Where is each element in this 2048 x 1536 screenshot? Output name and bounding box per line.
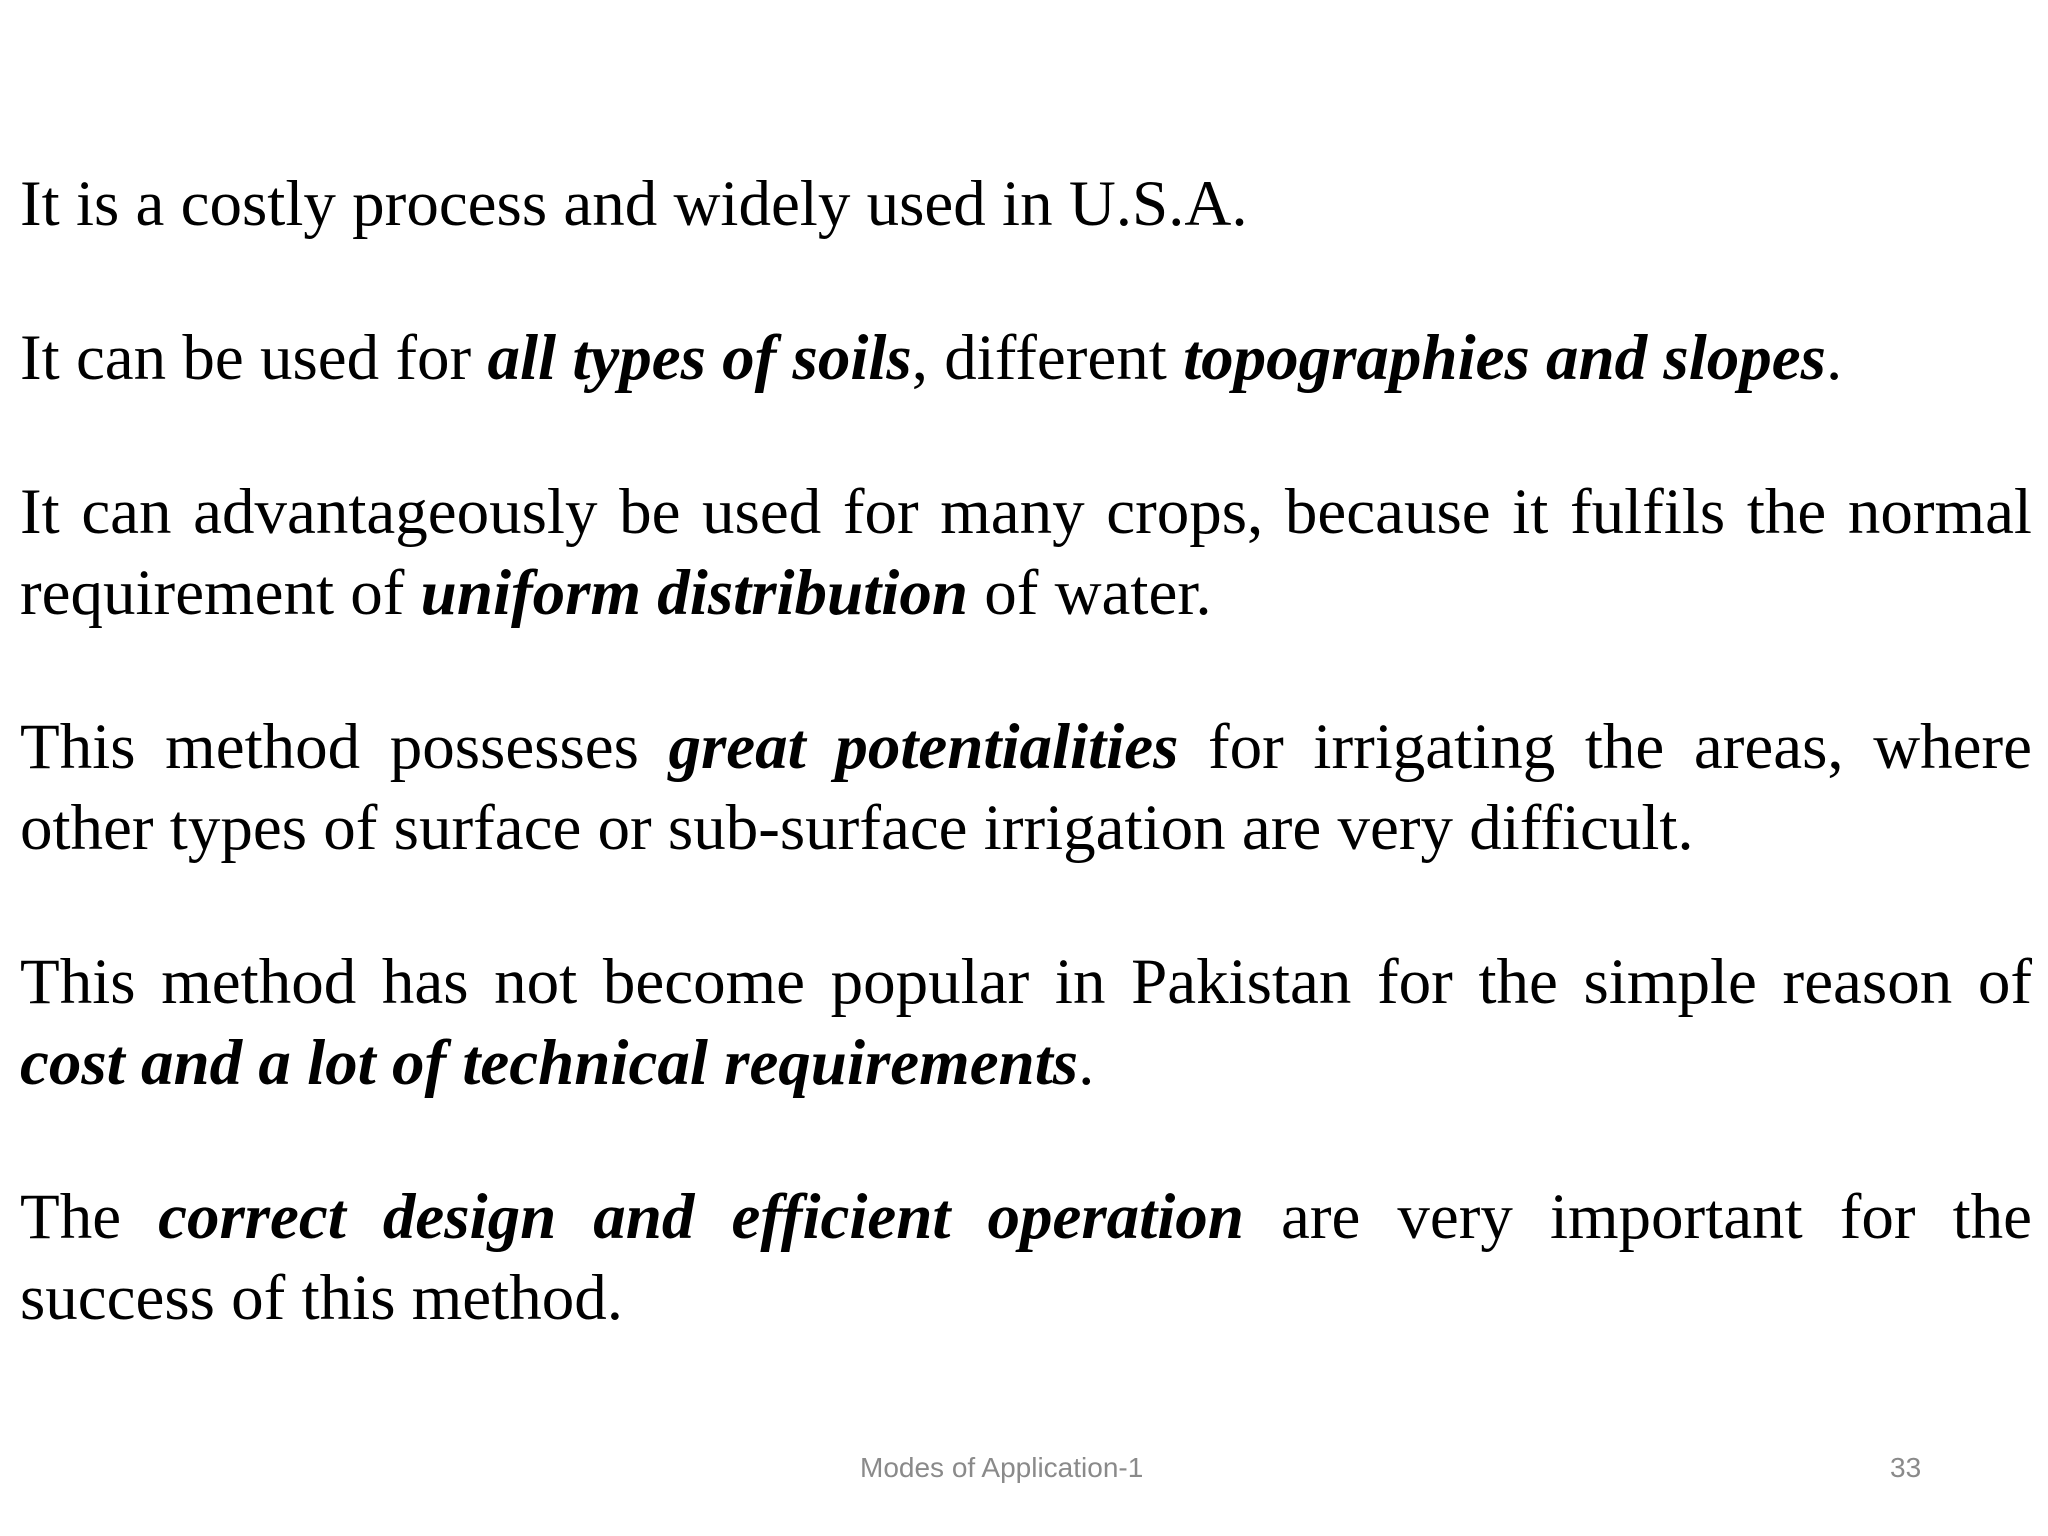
emphasis-text: cost and a lot of technical requirements (20, 1027, 1079, 1099)
paragraph-text: This method has not become popular in Pakistan for the simple reason of (20, 946, 2032, 1018)
slide-body (20, 164, 2032, 1339)
paragraph-text: of water. (967, 557, 1212, 629)
paragraph-pakistan-popularity (20, 942, 2032, 1104)
emphasis-text: correct design and efficient operation (158, 1181, 1244, 1253)
paragraph-text: . (1078, 1027, 1095, 1099)
emphasis-text: topographies and slopes (1183, 322, 1826, 394)
paragraph-text: for irrigating the areas, where other types of surface or sub-surface irrigation are very difficult. (20, 711, 2032, 864)
paragraph-text: It can advantageously be used for many crops, because it fulfils the normal requirement of (20, 476, 2032, 629)
paragraph-uniform-distribution (20, 472, 2032, 634)
slide-number: 33 (1890, 1452, 1922, 1483)
emphasis-text: uniform distribution (420, 557, 968, 629)
paragraph-text: It is a costly process and widely used in U.S.A. (20, 168, 1248, 240)
paragraph-text: , different (911, 322, 1184, 394)
emphasis-text: great potentialities (668, 711, 1179, 783)
emphasis-text: all types of soils (487, 322, 912, 394)
paragraph-soils-topography (20, 318, 2032, 399)
paragraph-text: This method possesses (20, 711, 669, 783)
footer-title: Modes of Application-1 (860, 1452, 1144, 1483)
paragraph-text: are very important for the success of this method. (20, 1181, 2032, 1334)
paragraph-cost-usa (20, 164, 2032, 245)
paragraph-text: . (1825, 322, 1843, 394)
paragraph-text: The (20, 1181, 159, 1253)
paragraph-great-potentialities (20, 707, 2032, 869)
paragraph-correct-design (20, 1177, 2032, 1339)
paragraph-text: It can be used for (20, 322, 488, 394)
